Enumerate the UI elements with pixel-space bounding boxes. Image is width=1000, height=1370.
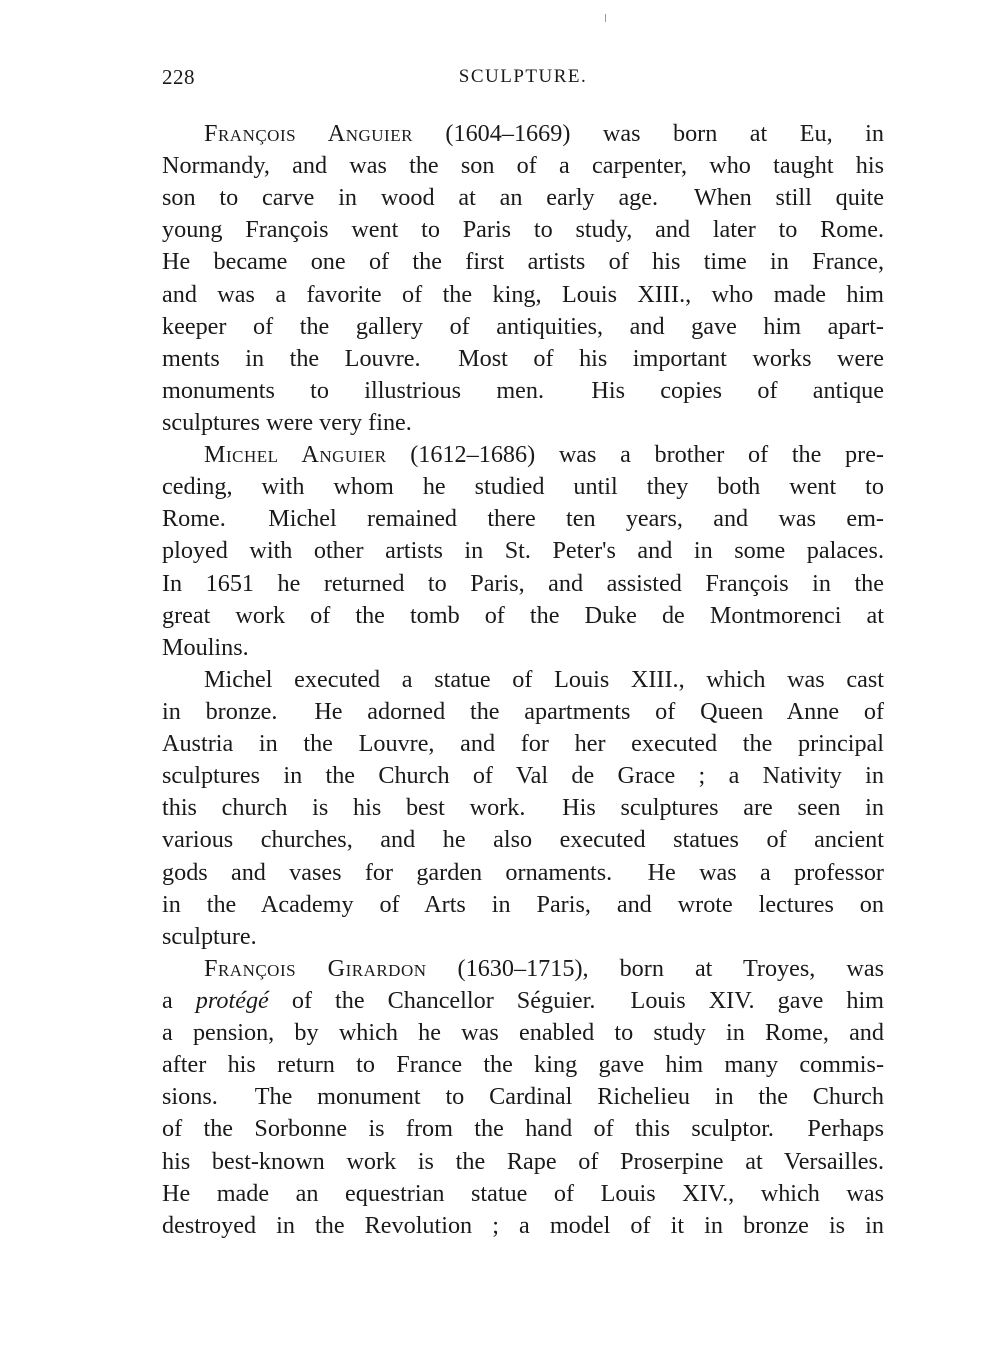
line-text: a: [162, 986, 196, 1014]
text-line: keeper of the gallery of antiquities, and gave him apart-: [162, 312, 884, 340]
text-line: gods and vases for garden ornaments. He was a professor: [162, 858, 884, 886]
line-text: (1612–1686) was a brother of the pre-: [386, 441, 884, 469]
text-line: young François went to Paris to study, and later to Rome.: [162, 216, 884, 244]
paragraph-michel-works: [162, 664, 884, 953]
text-line: ployed with other artists in St. Peter's and in some palaces.: [162, 537, 884, 565]
text-line: son to carve in wood at an early age. When still quite: [162, 184, 884, 212]
text-line: sculptures were very fine.: [162, 408, 412, 436]
paragraph-francois-anguier: [162, 118, 884, 439]
text-line: in the Academy of Arts in Paris, and wrote lectures on: [162, 890, 884, 918]
text-line: his best-known work is the Rape of Proserpine at Versailles.: [162, 1147, 884, 1175]
subject-name: François Girardon: [204, 954, 427, 982]
text-line: various churches, and he also executed statues of ancient: [162, 826, 884, 854]
text-line: [162, 439, 884, 471]
page-number: 228: [162, 65, 195, 89]
text-line: in bronze. He adorned the apartments of Queen Anne of: [162, 697, 884, 725]
text-line: [162, 953, 884, 985]
text-line: and was a favorite of the king, Louis XIII., who made him: [162, 280, 884, 308]
text-line: [162, 118, 884, 150]
body-text: [162, 118, 884, 1242]
text-line: this church is his best work. His sculptures are seen in: [162, 794, 884, 822]
text-line: Normandy, and was the son of a carpenter, who taught his: [162, 152, 884, 180]
text-line: sculptures in the Church of Val de Grace ; a Nativity in: [162, 762, 884, 790]
text-line: Michel executed a statue of Louis XIII., which was cast: [204, 665, 884, 693]
running-head: [162, 62, 884, 92]
text-line: sculpture.: [162, 922, 257, 950]
text-line: Rome. Michel remained there ten years, and was em-: [162, 505, 884, 533]
text-line: He became one of the first artists of his time in France,: [162, 248, 884, 276]
text-line: ceding, with whom he studied until they both went to: [162, 473, 884, 501]
text-line: ments in the Louvre. Most of his important works were: [162, 344, 884, 372]
text-line: [162, 985, 884, 1017]
text-line: after his return to France the king gave him many commis-: [162, 1051, 884, 1079]
paragraph-michel-anguier: [162, 439, 884, 664]
text-line: of the Sorbonne is from the hand of this sculptor. Perhaps: [162, 1115, 884, 1143]
text-line: He made an equestrian statue of Louis XIV., which was: [162, 1179, 884, 1207]
text-line: In 1651 he returned to Paris, and assisted François in the: [162, 569, 884, 597]
line-text: of the Chancellor Séguier. Louis XIV. gave him: [268, 986, 884, 1014]
text-line: a pension, by which he was enabled to study in Rome, and: [162, 1019, 884, 1047]
text-line: sions. The monument to Cardinal Richelieu in the Church: [162, 1083, 884, 1111]
subject-name: François Anguier: [204, 120, 413, 147]
scan-artifact-mark: [605, 14, 606, 22]
text-line: Austria in the Louvre, and for her executed the principal: [162, 730, 884, 758]
subject-name: Michel Anguier: [204, 441, 387, 469]
text-line: destroyed in the Revolution ; a model of it in bronze is in: [162, 1211, 884, 1239]
line-text: (1604–1669) was born at Eu, in: [412, 120, 884, 147]
text-line: great work of the tomb of the Duke de Montmorenci at: [162, 601, 884, 629]
line-text: (1630–1715), born at Troyes, was: [426, 954, 884, 982]
text-line: monuments to illustrious men. His copies of antique: [162, 376, 884, 404]
running-title: SCULPTURE.: [458, 66, 588, 87]
italic-term: protégé: [195, 986, 269, 1014]
text-line: Moulins.: [162, 633, 249, 661]
paragraph-francois-girardon: [162, 953, 884, 1242]
